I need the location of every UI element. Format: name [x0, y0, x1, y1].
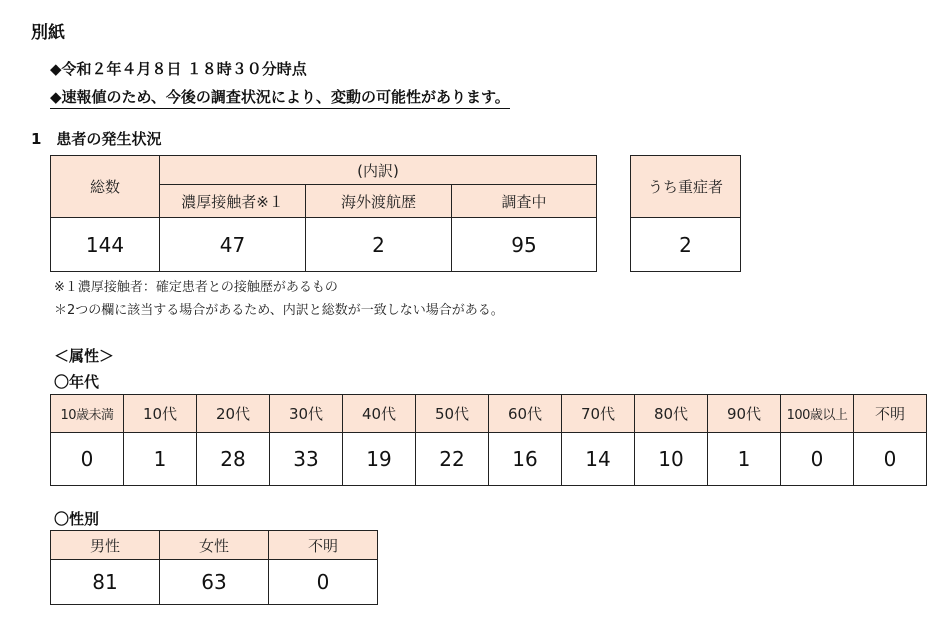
- age-header-50s: 50代: [416, 395, 489, 433]
- age-value-60s: 16: [489, 433, 562, 486]
- age-value-50s: 22: [416, 433, 489, 486]
- age-value-under-10: 0: [51, 433, 124, 486]
- total-header: 総数: [51, 156, 160, 218]
- total-value: 144: [51, 218, 160, 272]
- sex-table: [50, 530, 378, 605]
- footnote-close-contact: ※１濃厚接触者：確定患者との接触歴があるもの: [54, 280, 338, 295]
- age-header-10s: 10代: [124, 395, 197, 433]
- sex-value-male: 81: [51, 560, 160, 605]
- age-value-10s: 1: [124, 433, 197, 486]
- severe-header: うち重症者: [631, 156, 741, 218]
- document-title: 別紙: [31, 23, 65, 43]
- attributes-heading: ＜属性＞: [54, 347, 115, 365]
- patient-status-table: [50, 155, 597, 272]
- severe-cases-table: [630, 155, 741, 272]
- age-header-under-10: 10歳未満: [51, 395, 124, 433]
- under-investigation-value: 95: [452, 218, 597, 272]
- age-header-90s: 90代: [708, 395, 781, 433]
- timestamp-line: ◆令和２年４月８日 １８時３０分時点: [50, 60, 307, 78]
- age-value-unknown: 0: [854, 433, 927, 486]
- age-heading: 〇年代: [54, 373, 100, 391]
- close-contact-header: 濃厚接触者※１: [160, 185, 306, 218]
- age-value-80s: 10: [635, 433, 708, 486]
- age-header-30s: 30代: [270, 395, 343, 433]
- overseas-travel-value: 2: [306, 218, 452, 272]
- age-header-unknown: 不明: [854, 395, 927, 433]
- age-header-70s: 70代: [562, 395, 635, 433]
- age-value-40s: 19: [343, 433, 416, 486]
- age-header-20s: 20代: [197, 395, 270, 433]
- age-table: [50, 394, 927, 486]
- footnote-breakdown: ＊2つの欄に該当する場合があるため、内訳と総数が一致しない場合がある。: [54, 303, 504, 318]
- age-value-90s: 1: [708, 433, 781, 486]
- age-value-70s: 14: [562, 433, 635, 486]
- close-contact-value: 47: [160, 218, 306, 272]
- age-header-80s: 80代: [635, 395, 708, 433]
- section-heading-patient-status: 1 患者の発生状況: [31, 130, 162, 148]
- sex-value-female: 63: [160, 560, 269, 605]
- sex-value-unknown: 0: [269, 560, 378, 605]
- age-value-100-plus: 0: [781, 433, 854, 486]
- age-header-100-plus: 100歳以上: [781, 395, 854, 433]
- age-value-20s: 28: [197, 433, 270, 486]
- under-investigation-header: 調査中: [452, 185, 597, 218]
- severe-value: 2: [631, 218, 741, 272]
- age-header-60s: 60代: [489, 395, 562, 433]
- notice-line: ◆速報値のため、今後の調査状況により、変動の可能性があります。: [50, 86, 510, 109]
- sex-header-female: 女性: [160, 531, 269, 560]
- sex-header-male: 男性: [51, 531, 160, 560]
- overseas-travel-header: 海外渡航歴: [306, 185, 452, 218]
- sex-heading: 〇性別: [54, 510, 100, 528]
- age-value-30s: 33: [270, 433, 343, 486]
- sex-header-unknown: 不明: [269, 531, 378, 560]
- age-header-40s: 40代: [343, 395, 416, 433]
- breakdown-header: (内訳): [160, 156, 597, 185]
